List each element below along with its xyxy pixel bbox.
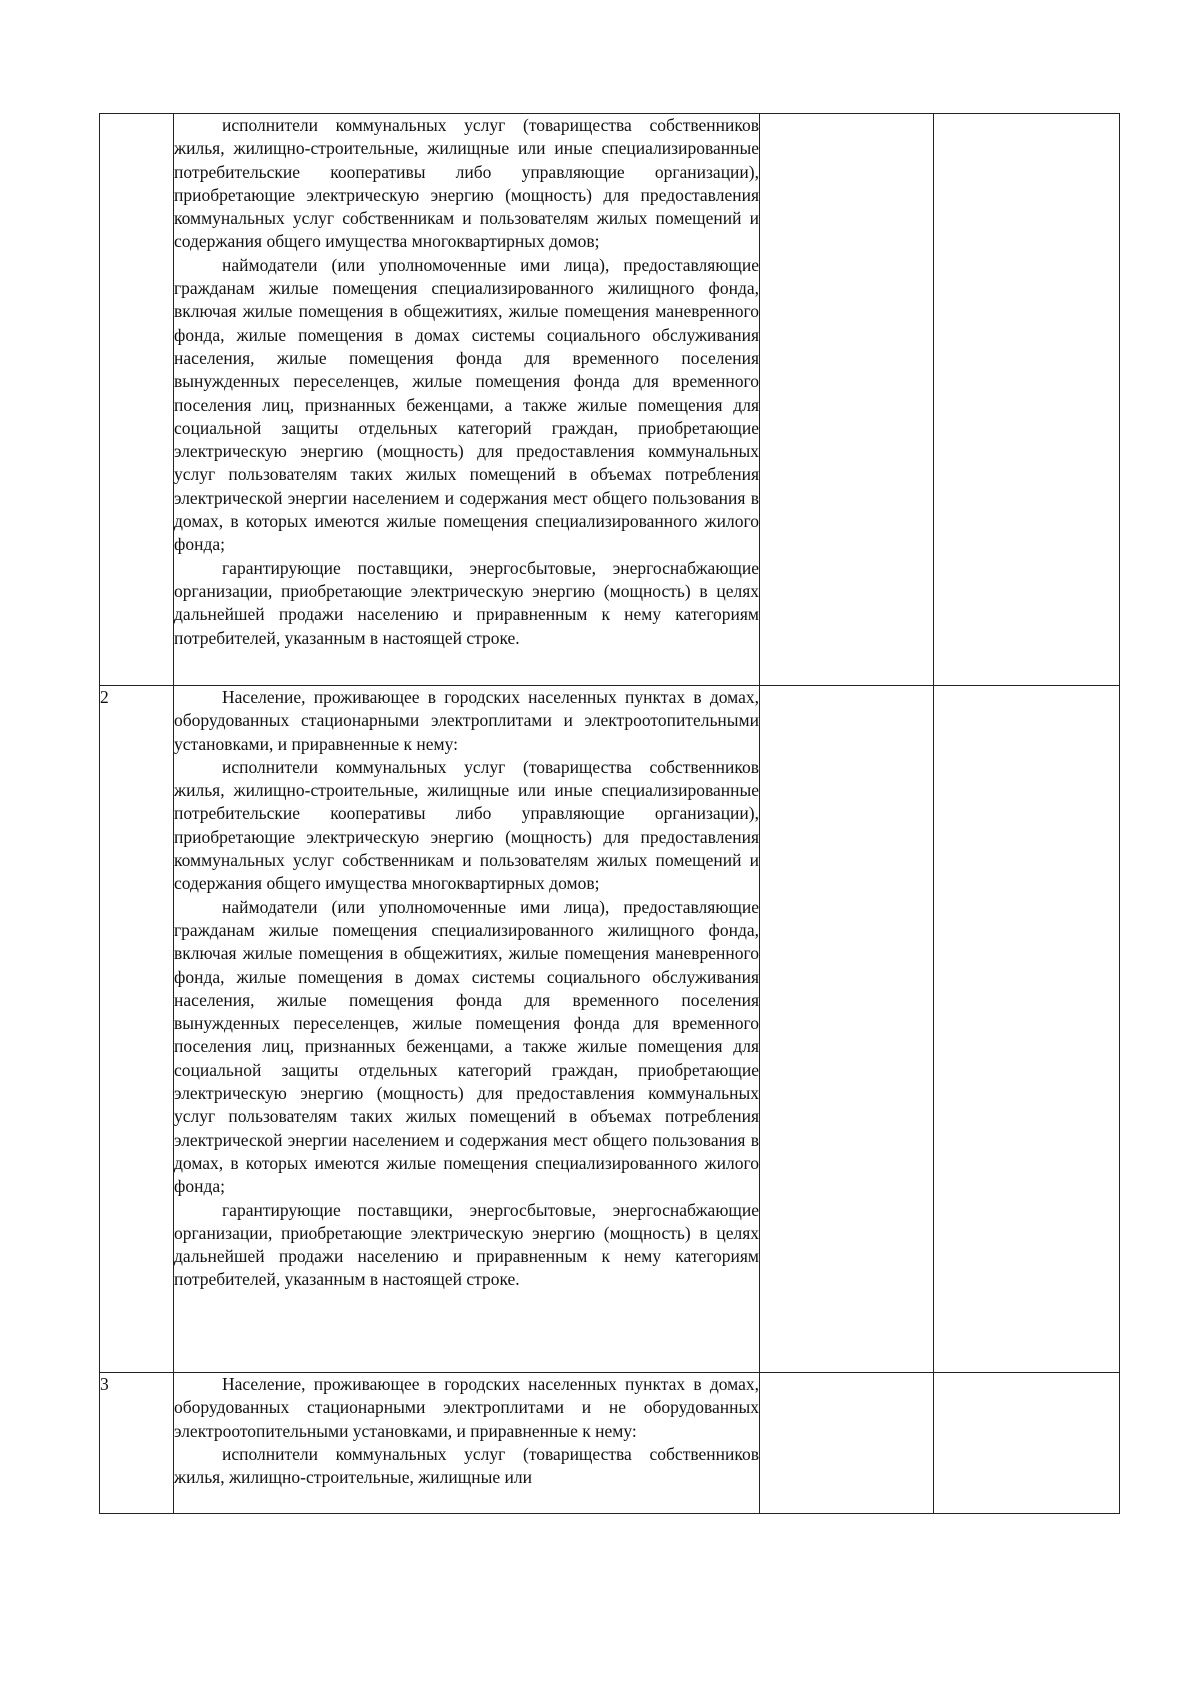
row-number: 2 xyxy=(100,686,174,1373)
tariff-table xyxy=(99,113,1120,1514)
empty-cell xyxy=(934,114,1120,686)
empty-cell xyxy=(760,1373,934,1514)
empty-cell xyxy=(934,1373,1120,1514)
paragraph: гарантирующие поставщики, энергосбытовые, энергоснабжающие организации, приобретающие электрическую энергию (мощность) в целях дальнейшей продажи населению и приравненным к нему категориям потребителей, указанным в настоящей строке. xyxy=(174,1199,759,1290)
paragraph: исполнители коммунальных услуг (товарищества собственников жилья, жилищно-строительные, жилищные или иные специализированные потребительские кооперативы либо управляющие организации), приобретающие электрическую энергию (мощность) для предоставления коммунальных услуг собственникам и пользователям жилых помещений и содержания общего имущества многоквартирных домов; xyxy=(174,115,759,252)
paragraph: исполнители коммунальных услуг (товарищества собственников жилья, жилищно-строительные, жилищные или xyxy=(174,1443,759,1488)
table-row xyxy=(100,114,1120,686)
row-description xyxy=(174,686,760,1373)
row-description xyxy=(174,1373,760,1514)
row-number xyxy=(100,114,174,686)
row-description xyxy=(174,114,760,686)
paragraph: наймодатели (или уполномоченные ими лица), предоставляющие гражданам жилые помещения специализированного жилищного фонда, включая жилые помещения в общежитиях, жилые помещения маневренного фонда, жилые помещения в домах системы социального обслуживания населения, жилые помещения фонда для временного поселения вынужденных переселенцев, жилые помещения фонда для временного поселения лиц, признанных беженцами, а также жилые помещения для социальной защиты отдельных категорий граждан, приобретающие электрическую энергию (мощность) для предоставления коммунальных услуг пользователям таких жилых помещений в объемах потребления электрической энергии населением и содержания мест общего пользования в домах, в которых имеются жилые помещения специализированного жилого фонда; xyxy=(174,896,759,1197)
paragraph: Население, проживающее в городских населенных пунктах в домах, оборудованных стационарными электроплитами и не оборудованных электроотопительными установками, и приравненные к нему: xyxy=(174,1374,759,1441)
empty-cell xyxy=(760,114,934,686)
row-number: 3 xyxy=(100,1373,174,1514)
empty-cell xyxy=(934,686,1120,1373)
table-row xyxy=(100,1373,1120,1514)
table-row xyxy=(100,686,1120,1373)
paragraph: исполнители коммунальных услуг (товарищества собственников жилья, жилищно-строительные, жилищные или иные специализированные потребительские кооперативы либо управляющие организации), приобретающие электрическую энергию (мощность) для предоставления коммунальных услуг собственникам и пользователям жилых помещений и содержания общего имущества многоквартирных домов; xyxy=(174,756,759,894)
paragraph: Население, проживающее в городских населенных пунктах в домах, оборудованных стационарными электроплитами и электроотопительными установками, и приравненные к нему: xyxy=(174,687,759,754)
empty-cell xyxy=(760,686,934,1373)
paragraph: наймодатели (или уполномоченные ими лица), предоставляющие гражданам жилые помещения специализированного жилищного фонда, включая жилые помещения в общежитиях, жилые помещения маневренного фонда, жилые помещения в домах системы социального обслуживания населения, жилые помещения фонда для временного поселения вынужденных переселенцев, жилые помещения фонда для временного поселения лиц, признанных беженцами, а также жилые помещения для социальной защиты отдельных категорий граждан, приобретающие электрическую энергию (мощность) для предоставления коммунальных услуг пользователям таких жилых помещений в объемах потребления электрической энергии населением и содержания мест общего пользования в домах, в которых имеются жилые помещения специализированного жилого фонда; xyxy=(174,254,759,555)
paragraph: гарантирующие поставщики, энергосбытовые, энергоснабжающие организации, приобретающие электрическую энергию (мощность) в целях дальнейшей продажи населению и приравненным к нему категориям потребителей, указанным в настоящей строке. xyxy=(174,557,759,648)
